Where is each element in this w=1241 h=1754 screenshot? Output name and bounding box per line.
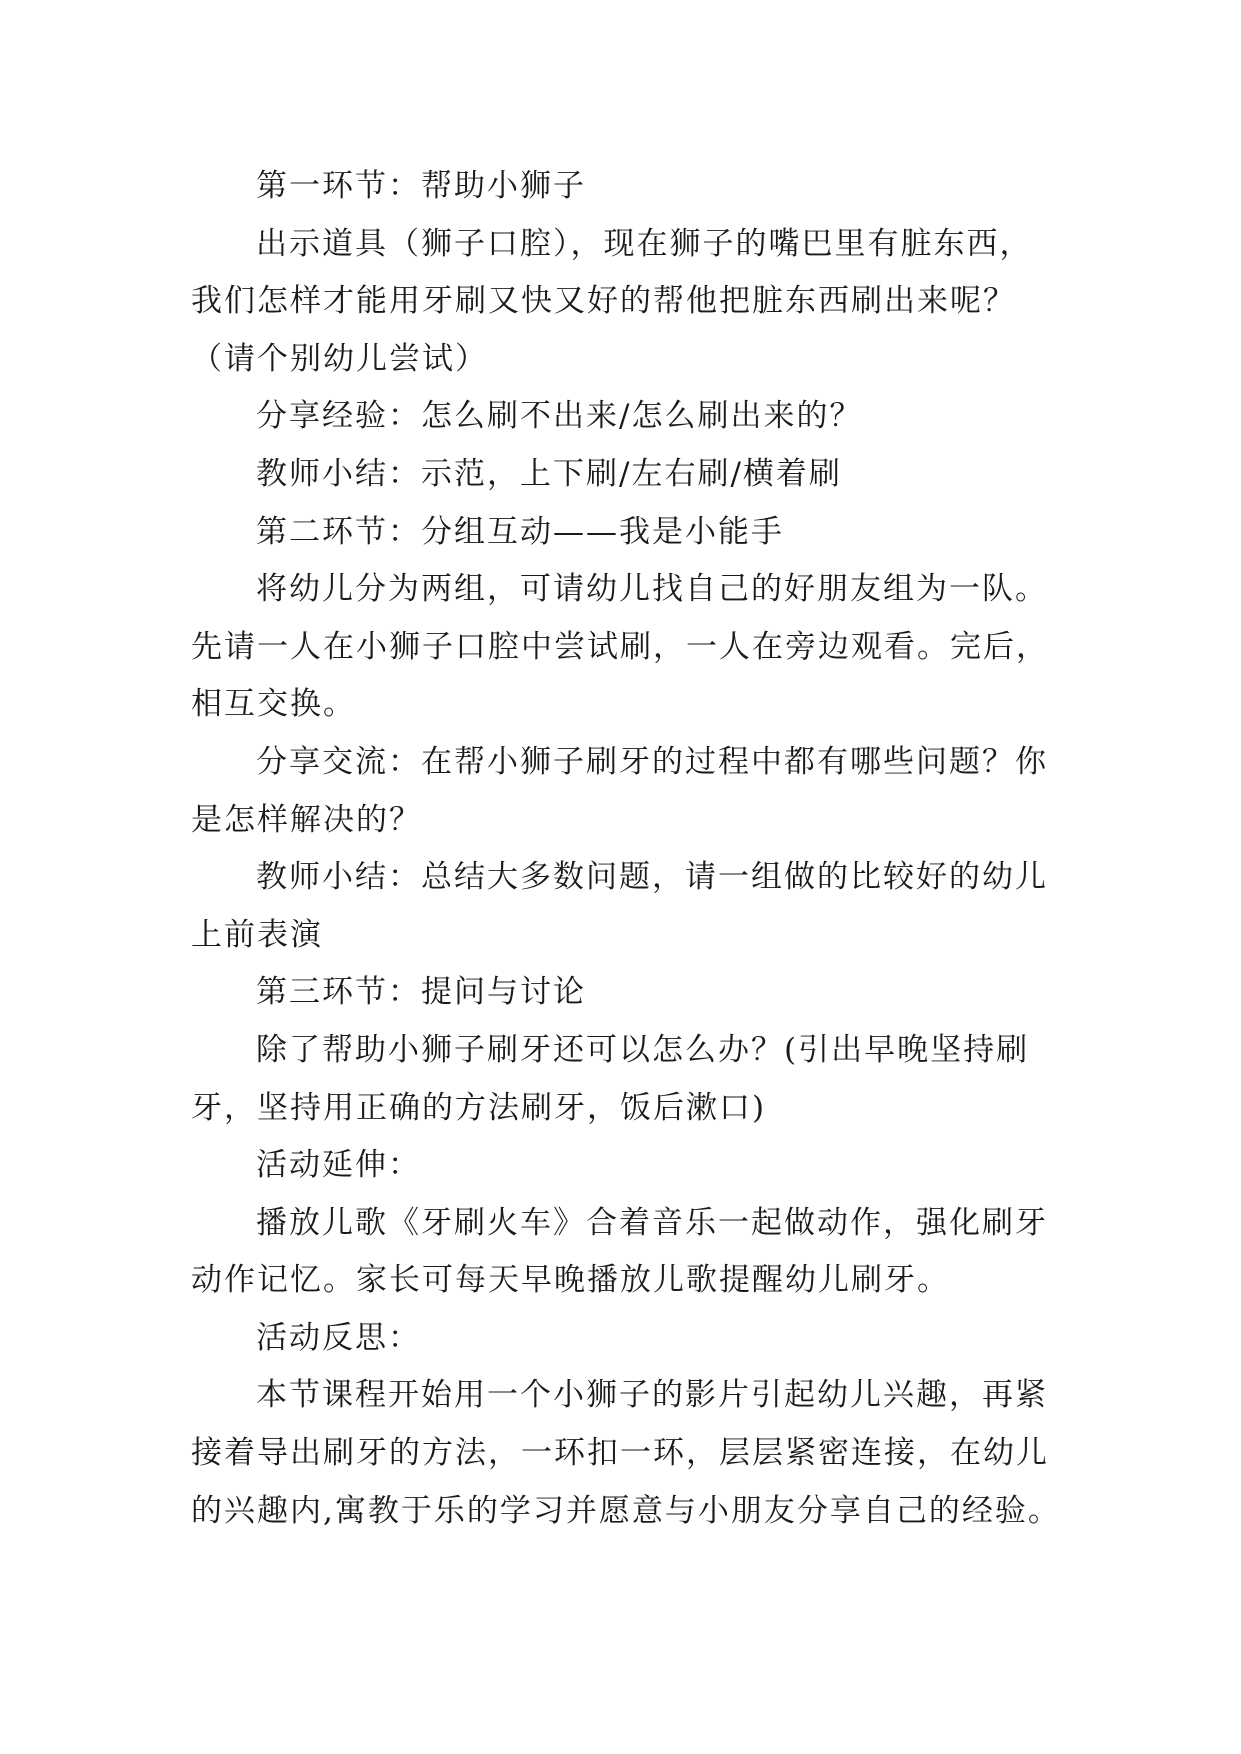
text-line: 将幼儿分为两组，可请幼儿找自己的好朋友组为一队。: [256, 571, 1048, 608]
text-line: 先请一人在小狮子口腔中尝试刷，一人在旁边观看。完后，: [191, 628, 1049, 665]
text-line: 活动延伸：: [256, 1147, 421, 1184]
text-line: 教师小结：示范，上下刷/左右刷/横着刷: [256, 455, 842, 492]
paragraph-grouping: [191, 561, 1071, 734]
text-line: 动作记忆。家长可每天早晚播放儿歌提醒幼儿刷牙。: [191, 1262, 950, 1299]
text-line: （请个别幼儿尝试）: [191, 340, 488, 377]
text-line: 教师小结：总结大多数问题，请一组做的比较好的幼儿: [256, 859, 1048, 896]
text-line: 分享交流：在帮小狮子刷牙的过程中都有哪些问题？你: [256, 743, 1048, 780]
text-line: 活动反思：: [256, 1319, 421, 1356]
text-line: 出示道具（狮子口腔），现在狮子的嘴巴里有脏东西，: [256, 225, 1033, 262]
text-line: 第一环节：帮助小狮子: [256, 168, 586, 204]
text-line: 我们怎样才能用牙刷又快又好的帮他把脏东西刷出来呢？: [191, 283, 1016, 320]
section-heading-extension: [191, 1137, 1071, 1195]
paragraph-discussion: [191, 1022, 1071, 1137]
text-line: 本节课程开始用一个小狮子的影片引起幼儿兴趣，再紧: [256, 1377, 1048, 1414]
section-heading-1: [191, 158, 1071, 216]
document-body: [191, 158, 1071, 1540]
paragraph-share-exchange: [191, 734, 1071, 849]
text-line: 分享经验：怎么刷不出来/怎么刷出来的？: [256, 398, 863, 435]
paragraph-reflection: [191, 1367, 1071, 1540]
text-line: 第二环节：分组互动——我是小能手: [256, 513, 784, 550]
section-heading-reflection: [191, 1310, 1071, 1368]
text-line: 相互交换。: [191, 686, 356, 723]
text-line: 的兴趣内,寓教于乐的学习并愿意与小朋友分享自己的经验。: [191, 1492, 1061, 1529]
section-heading-2: [191, 504, 1071, 562]
text-line: 播放儿歌《牙刷火车》合着音乐一起做动作，强化刷牙: [256, 1204, 1048, 1241]
text-line: 牙，坚持用正确的方法刷牙，饭后漱口): [191, 1089, 767, 1126]
paragraph-extension: [191, 1195, 1071, 1310]
text-line: 是怎样解决的？: [191, 801, 422, 838]
paragraph-props: [191, 216, 1071, 389]
text-line: 接着导出刷牙的方法，一环扣一环，层层紧密连接，在幼儿: [191, 1435, 1049, 1472]
section-heading-3: [191, 964, 1071, 1022]
paragraph-teacher-summary-1: [191, 446, 1071, 504]
text-line: 第三环节：提问与讨论: [256, 974, 586, 1011]
paragraph-share-experience: [191, 388, 1071, 446]
paragraph-teacher-summary-2: [191, 849, 1071, 964]
text-line: 上前表演: [191, 916, 323, 953]
text-line: 除了帮助小狮子刷牙还可以怎么办？(引出早晚坚持刷: [256, 1031, 1030, 1068]
